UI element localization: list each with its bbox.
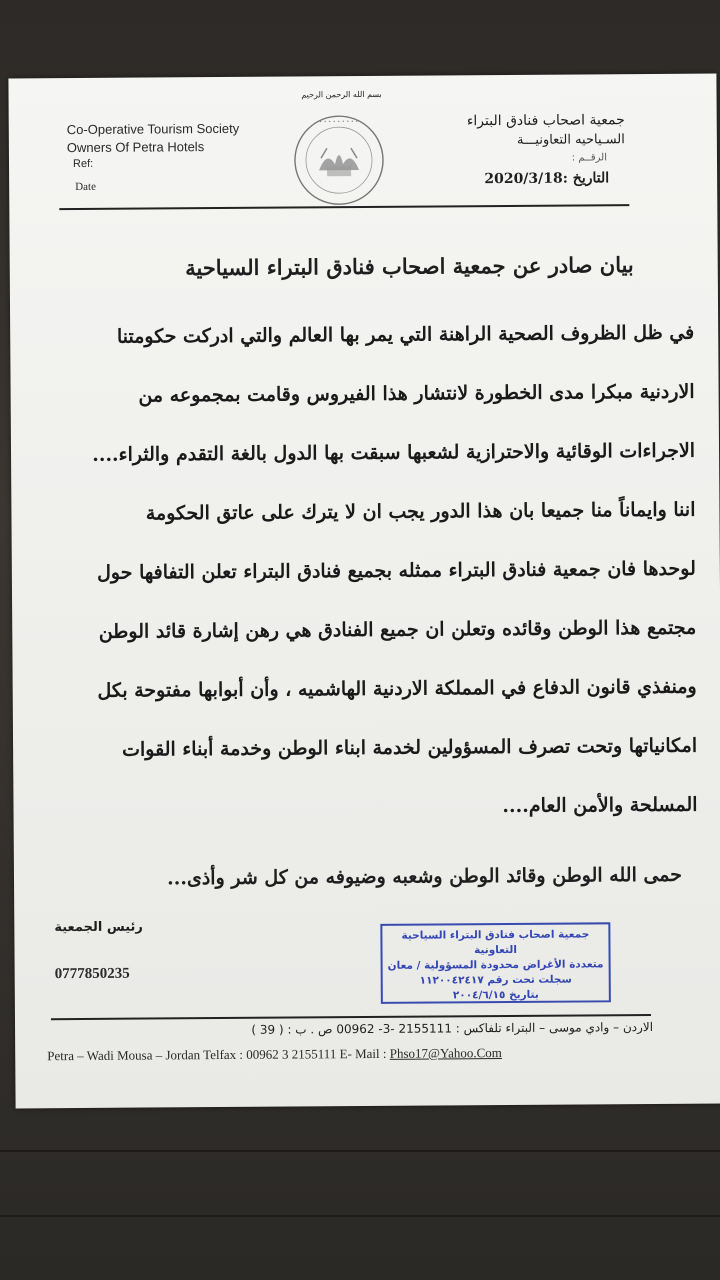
footer-divider xyxy=(51,1014,651,1020)
statement-title: بيان صادر عن جمعية اصحاب فنادق البتراء السياحية xyxy=(185,252,634,281)
table-grain xyxy=(0,1150,720,1152)
stamp-line: بتاريخ ٢٠٠٤/٦/١٥ xyxy=(452,988,539,1002)
svg-text:• • • • • • • • •: • • • • • • • • • xyxy=(319,119,359,126)
header-date-label: Date xyxy=(75,180,96,194)
body-line: اننا وايماناً منا جميعا بان هذا الدور يجب ان لا يترك على عاتق الحكومة xyxy=(145,498,696,525)
footer-arabic-address: الاردن – وادي موسى – البتراء تلفاكس : 2155111 -3- 00962 ص . ب : ( 39 ) xyxy=(251,1020,654,1037)
stamp-line: متعددة الأغراض محدودة المسؤولية / معان xyxy=(387,958,604,972)
footer-english-address xyxy=(47,1045,502,1064)
statement-body xyxy=(74,304,698,839)
logo-seal-icon xyxy=(279,98,400,219)
header-ar-line-1: جمعية اصحاب فنادق البتراء xyxy=(466,112,625,130)
closing-line: حمى الله الوطن وقائد الوطن وشعبه وضيوفه من كل شر وأذى... xyxy=(167,863,683,890)
header-en-line-1: Co-Operative Tourism Society xyxy=(66,120,240,138)
body-line: لوحدها فان جمعية فنادق البتراء ممثله بجميع فنادق البتراء تعلن التفافها حول xyxy=(97,557,696,584)
body-line: الاردنية مبكرا مدى الخطورة لانتشار هذا الفيروس وقامت بمجموعه من xyxy=(138,380,695,407)
header-ar-ref: الرقــم : xyxy=(571,152,608,164)
body-line: ومنفذي قانون الدفاع في المملكة الاردنية الهاشميه ، وأن أبوابها مفتوحة بكل xyxy=(97,675,697,702)
body-line: امكانياتها وتحت تصرف المسؤولين لخدمة ابناء الوطن وخدمة أبناء القوات xyxy=(121,734,698,761)
body-line: في ظل الظروف الصحية الراهنة التي يمر بها العالم والتي ادركت حكومتنا xyxy=(116,321,695,348)
signature-title: رئيس الجمعية xyxy=(54,919,143,936)
body-line: المسلحة والأمن العام.... xyxy=(502,793,698,818)
header-en-line-2: Owners Of Petra Hotels xyxy=(66,139,205,156)
society-logo xyxy=(279,98,400,219)
footer-address-text: Petra – Wadi Mousa – Jordan Telfax : 00962 3 2155111 E- Mail : xyxy=(47,1045,387,1064)
body-line: الاجراءات الوقائية والاحترازية لشعبها سبقت بها الدول بالغة التقدم والثراء.... xyxy=(92,439,696,466)
stamp-line: سجلت تحت رقم ١١٢٠٠٤٢٤١٧ xyxy=(419,973,572,987)
footer-email-link[interactable]: Phso17@Yahoo.Com xyxy=(389,1045,502,1061)
header-ar-line-2: السـياحيه التعاونيـــة xyxy=(516,132,625,148)
official-stamp xyxy=(380,922,611,1004)
table-grain xyxy=(0,1215,720,1217)
signature-phone: 0777850235 xyxy=(54,965,130,983)
header-ar-date: التاريخ :2020/3/18 xyxy=(484,170,610,188)
letter-sheet xyxy=(8,74,720,1109)
body-line: مجتمع هذا الوطن وقائده وتعلن ان جميع الفنادق هي رهن إشارة قائد الوطن xyxy=(98,616,697,643)
stamp-line: جمعية اصحاب فنادق البتراء السياحية التعاونية xyxy=(401,928,590,957)
bismillah: بسم الله الرحمن الرحيم xyxy=(301,89,382,100)
header-ref-label: Ref: xyxy=(72,157,94,171)
